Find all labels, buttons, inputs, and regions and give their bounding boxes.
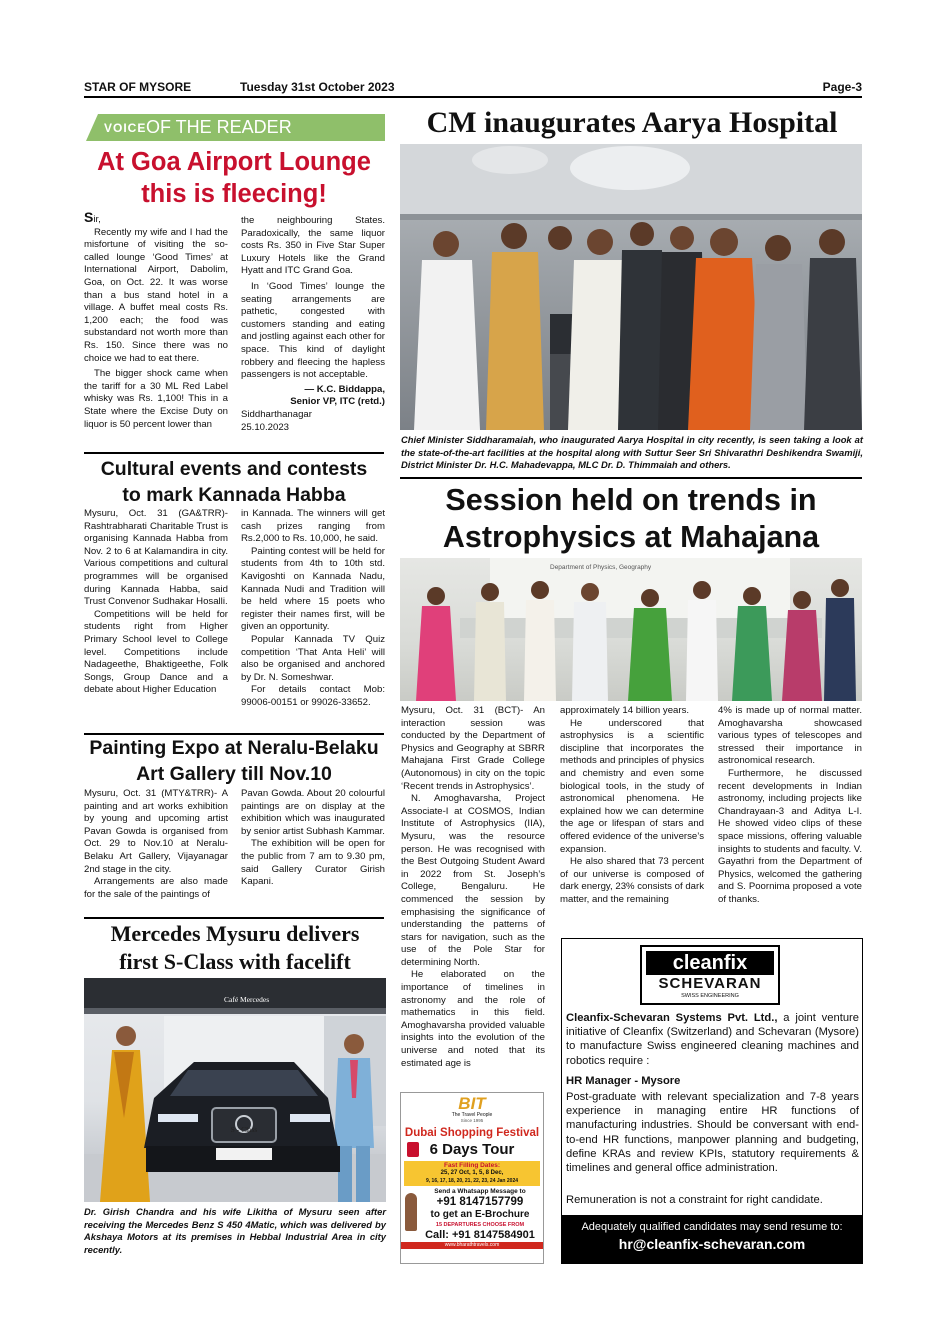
expo-paragraph: Mysuru, Oct. 31 (MTY&TRR)- A painting and art works exhibition by young and upcoming artist Pavan Gowda is organised from Oct. 29 to Nov.10 at Neralu-Belaku Art Gallery, Vijayanagar 2nd stage in the city.: [84, 788, 228, 875]
voice-salutation: [84, 211, 228, 227]
habba-column-1: [84, 508, 228, 697]
voice-column-1: [84, 211, 228, 431]
voice-paragraph: In ‘Good Times’ lounge the seating arrangements are pathetic, congested with customers standing and eating and jostling against each other for space. This kind of daylight robbery and fleecing the hapless passengers is not acceptable.: [241, 280, 385, 381]
voice-section-arrow: [86, 114, 98, 141]
cleanfix-intro-text: a joint venture initiative of Cleanfix (Switzerland) and Schevaran (Mysore) to manufacture Swiss engineered cleaning machines and robotics require :: [566, 1012, 859, 1067]
astro-headline-line2: Astrophysics at Mahajana: [442, 520, 820, 554]
divider: [400, 477, 862, 479]
number-plate: S - Class: [230, 1125, 258, 1134]
habba-headline-line2: to mark Kannada Habba: [122, 484, 346, 506]
expo-headline-line1: Painting Expo at Neralu-Belaku: [89, 737, 379, 759]
shopping-bag-icon: [407, 1142, 419, 1157]
bit-whatsapp-label: Send a Whatsapp Message to: [434, 1187, 526, 1195]
signature-date: 25.10.2023: [241, 421, 290, 433]
habba-headline: [80, 456, 388, 508]
bit-call: Call: +91 8147584901: [425, 1228, 535, 1241]
bit-dates-line2: 9, 16, 17, 18, 20, 21, 22, 23, 24 Jan 2024: [425, 1177, 519, 1184]
astro-banner-text: Department of Physics, Geography: [550, 564, 652, 571]
astro-paragraph: Furthermore, he discussed recent developments in Indian astronomy, including projects like Chandrayaan-3 and Aditya L-I. He showed video clips of these space missions, offering valuable insights to students and faculty. V. Gayathri from the Department of Physics, welcomed the gathering and S. Poornima proposed a vote of thanks.: [718, 767, 862, 905]
bit-whatsapp-number: +91 8147157799: [436, 1195, 524, 1208]
voice-section-small: VOICE: [104, 121, 147, 135]
signature-title: Senior VP, ITC (retd.): [290, 396, 385, 408]
cm-photo: [400, 144, 862, 430]
bit-contact: [401, 1187, 543, 1242]
habba-paragraph: For details contact Mob: 99006-00151 or 99026-33652.: [241, 684, 385, 708]
paper-name: STAR OF MYSORE: [84, 80, 192, 94]
astro-paragraph: approximately 14 billion years.: [560, 705, 690, 716]
bit-dates-box: [404, 1161, 540, 1186]
bit-travel-ad: [400, 1092, 544, 1264]
bit-since: Since 1995: [460, 1118, 484, 1123]
bit-brochure: to get an E-Brochure: [430, 1208, 530, 1220]
mercedes-caption: Dr. Girish Chandra and his wife Likitha of Mysuru seen after receiving the Mercedes Benz S 450 4Matic, which was delivered by Akshaya Motors at its premises in Hebbal Industrial Area in city recently.: [84, 1206, 386, 1255]
voice-headline-line1: At Goa Airport Lounge: [97, 148, 371, 176]
signature-place: Siddharthanagar: [241, 408, 312, 420]
habba-headline-line1: Cultural events and contests: [100, 458, 368, 480]
mercedes-photo-art: [84, 978, 386, 1202]
cm-caption: Chief Minister Siddharamaiah, who inaugurated Aarya Hospital in city recently, is seen taking a look at the state-of-the-art facilities at the hospital along with Suttur Seer Sri Shivarathri Deshikendra Swamiji, District Minister Dr. H.C. Mahadevappa, MLC Dr. D. Thimmaiah and others.: [401, 434, 863, 470]
astro-photo: [400, 558, 862, 701]
divider: [84, 917, 384, 919]
cleanfix-role: HR Manager - Mysore: [566, 1075, 681, 1087]
astro-column-2: [560, 705, 704, 907]
habba-column-2: [241, 508, 385, 710]
page-number: Page-3: [822, 80, 862, 94]
signature-name: — K.C. Biddappa,: [304, 383, 385, 395]
habba-paragraph: Popular Kannada TV Quiz competition ‘That Anta Heli’ will also be organised and anchored by Dr. N. Someshwar.: [241, 633, 385, 683]
astro-headline-line1: Session held on trends in: [445, 483, 817, 517]
bit-dates-line1: 25, 27 Oct, 1, 5, 8 Dec,: [440, 1170, 504, 1176]
cleanfix-ad: [561, 938, 863, 1264]
astro-paragraph: N. Amoghavarsha, Project Associate-I at COSMOS, Indian Institute of Astrophysics (IIA), Mysuru, was the resource person. He was recognised with the Best Outgoing Student Award in 2022 from St. Joseph’s College, Bengaluru. He commenced the session by emphasising the significance of understanding the patterns of stars for navigation, such as the use of the Pole Star for determining North.: [401, 793, 545, 968]
expo-headline-line2: Art Gallery till Nov.10: [136, 763, 332, 785]
expo-headline: [80, 735, 388, 787]
habba-paragraph: in Kannada. The winners will get cash prizes ranging from Rs.2,000 to Rs. 10,000, he said.: [241, 508, 385, 545]
bit-tour: 6 Days Tour: [429, 1141, 515, 1158]
voice-section-label: OF THE READER: [146, 117, 292, 137]
astro-paragraph: He also shared that 73 percent of our universe is composed of dark energy, 23% consists of dark matter, and the remaining: [560, 856, 704, 905]
cleanfix-remuneration: Remuneration is not a constraint for right candidate.: [566, 1194, 823, 1206]
habba-paragraph: Competitions will be held for students right from Higher Primary School level to College level. Competitions include Nadageethe, Bhaktigeethe, Folk Songs, Group Dance and a debate about Higher Education: [84, 608, 228, 696]
expo-column-1: [84, 788, 228, 901]
habba-paragraph: Mysuru, Oct. 31 (GA&TRR)- Rashtrabharati Charitable Trust is organising Kannada Habba from Nov. 2 to 6 at Kalamandira in city. Various competitions and cultural programmes will be organised during Kannada Habba, said Trust Convenor Sudhakar Hosalli.: [84, 508, 228, 608]
voice-paragraph: The bigger shock came when the tariff for a 30 ML Red Label whisky was Rs. 1,100! This in a State where the Excise Duty on liquor is 50 percent lower than: [84, 368, 228, 430]
bit-dates-title: Fast Filling Dates:: [444, 1162, 500, 1169]
voice-section-band: [86, 114, 385, 141]
expo-paragraph: Arrangements are also made for the sale of the paintings of: [84, 876, 228, 900]
showroom-sign: Café Mercedes: [224, 995, 270, 1004]
astro-column-3: [718, 705, 862, 907]
expo-paragraph: The exhibition will be open for the public from 7 am to 9.30 pm, said Gallery Curator Girish Kapani.: [241, 838, 385, 888]
astro-photo-art: [400, 558, 862, 701]
voice-salutation-rest: ir,: [93, 214, 101, 225]
cleanfix-intro: [566, 1011, 859, 1068]
bit-logo: BIT: [458, 1094, 486, 1113]
expo-paragraph: Pavan Gowda. About 20 colourful paintings are on display at the exhibition which was inaugurated by senior artist Subhash Kammar.: [241, 788, 385, 837]
voice-paragraph: Recently my wife and I had the misfortune of visiting the so-called lounge ‘Good Times’ at International Airport, Dabolim, Goa, on Oct. 22. It was worse than a bus stand hotel in a village. A buffet meal costs Rs. 1,200 each; the food was substandard not worth more than Rs. 150. Since there was no choice we had to eat there.: [84, 226, 228, 364]
voice-salutation-cap: S: [84, 209, 94, 225]
issue-date: Tuesday 31st October 2023: [240, 80, 395, 94]
astro-paragraph: He underscored that astrophysics is a scientific discipline that incorporates the methods and principles of physics and chemistry and even some biological tools, in the study of astronomical phenomena. He explained how we can determine the age or lifespan of stars and offered evidence of the universe’s expansion.: [560, 717, 704, 855]
bit-departures: 15 DEPARTURES CHOOSE FROM: [435, 1221, 525, 1228]
mercedes-headline-line1: Mercedes Mysuru delivers: [110, 921, 360, 946]
mercedes-headline-line2: first S-Class with facelift: [119, 949, 351, 974]
habba-paragraph: Painting contest will be held for students from 4th to 10th std. Kavigoshti on Kannada Nadu, Kannada Nudi and Tradition will be held where 15 poets who register their names first, will be given an opportunity.: [241, 545, 385, 633]
astro-headline: [396, 482, 866, 556]
cm-photo-art: [400, 144, 862, 430]
cleanfix-footer-line1: Adequately qualified candidates may send resume to:: [581, 1221, 843, 1233]
divider: [84, 452, 384, 454]
bit-festival: Dubai Shopping Festival: [404, 1127, 540, 1139]
cleanfix-logo-sub: SWISS ENGINEERING: [681, 993, 739, 999]
cleanfix-footer: [562, 1215, 862, 1263]
mascot-icon: [405, 1193, 417, 1231]
astro-paragraph: He elaborated on the importance of timelines in astronomy and the role of mathematics in this field. Amoghavarsha provided valuable insights into the evolution of the universe and noted that its estimated age is: [401, 969, 545, 1069]
masthead: [84, 80, 862, 98]
bit-tour-row: [401, 1140, 543, 1160]
voice-column-2: [241, 215, 385, 434]
cleanfix-logo: [640, 945, 780, 1005]
cleanfix-email[interactable]: hr@cleanfix-schevaran.com: [618, 1236, 806, 1252]
cm-headline: CM inaugurates Aarya Hospital: [426, 106, 838, 139]
cleanfix-logo-top: cleanfix: [646, 951, 774, 975]
cleanfix-logo-bottom: SCHEVARAN: [658, 975, 762, 992]
voice-headline: [84, 146, 384, 210]
astro-column-1: [401, 705, 545, 1070]
mercedes-photo: [84, 978, 386, 1202]
bit-tagline: The Travel People: [451, 1112, 493, 1118]
bit-website: www.bharathtravels.com: [401, 1242, 543, 1249]
voice-headline-line2: this is fleecing!: [141, 180, 327, 208]
astro-paragraph: 4% is made up of normal matter. Amoghavarsha showcased various types of telescopes and stressed their importance in astronomical research.: [718, 705, 862, 767]
voice-signature: [241, 384, 385, 434]
voice-paragraph: the neighbouring States. Paradoxically, the same liquor costs Rs. 350 in Five Star Super Luxury Hotels like the Grand Hyatt and ITC Grand Goa.: [241, 215, 385, 277]
cleanfix-company: Cleanfix-Schevaran Systems Pvt. Ltd.,: [566, 1012, 778, 1024]
mercedes-headline: [80, 920, 390, 976]
cleanfix-requirements: Post-graduate with relevant specialization and 7-8 years experience in managing entire HR functions of manufacturing industries. Should be conversant with end-to-end HR functions, manpower planning and budgeting, define KRAs and review KPIs, statutory requirements & timelines and general office administration.: [566, 1091, 859, 1175]
astro-paragraph: Mysuru, Oct. 31 (BCT)- An interaction session was conducted by the Department of Physics and Geography at SBRR Mahajana First Grade College (Autonomous) in city on the topic ‘Recent trends in Astrophysics’.: [401, 705, 545, 792]
expo-column-2: [241, 788, 385, 889]
